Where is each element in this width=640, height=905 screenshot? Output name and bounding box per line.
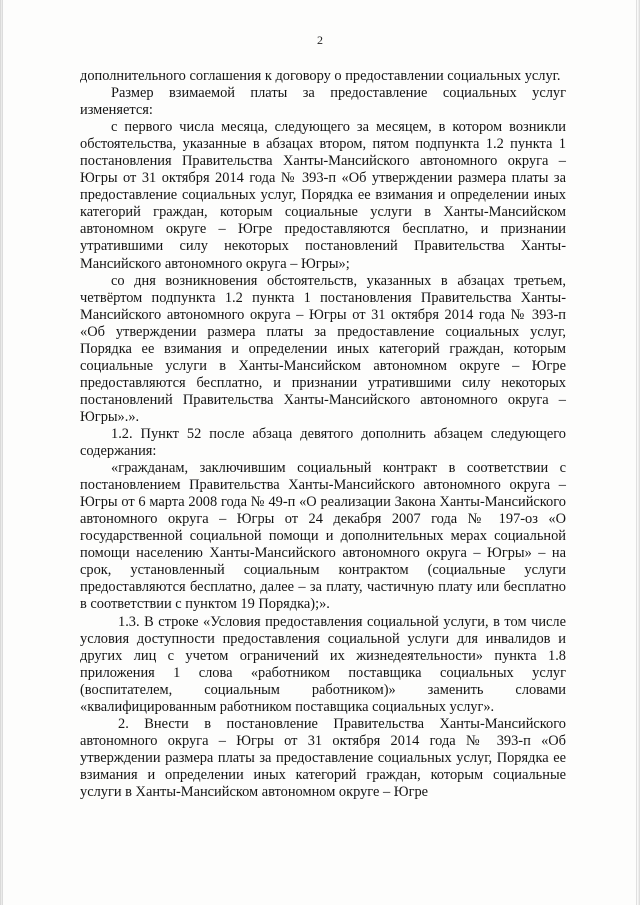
paragraph-continuation: дополнительного соглашения к договору о предоставлении социальных услуг.: [80, 68, 561, 84]
paragraph-item-1-2: 1.2. Пункт 52 после абзаца девятого дополнить абзацем следующего содержания:: [80, 425, 566, 460]
paragraph-item-1-3: 1.3. В строке «Условия предоставления социальной услуги, в том числе условия доступности предоставления социальной услуги для инвалидов и других лиц с учетом ограничений их жизнедеятельности» пункта 1.8 приложения 1 слова «работником поставщика социальных услуг (воспитателем, социальным работником)» заменить словами «квалифицированным работником поставщика социальных услуг».: [80, 613, 566, 715]
scan-edge-left: [2, 0, 3, 905]
document-body: [80, 68, 566, 801]
paragraph-from-day: со дня возникновения обстоятельств, указанных в абзацах третьем, четвёртом подпункта 1.2 пункта 1 постановления Правительства Ханты-Мансийского автономного округа – Югры от 31 октября 2014 года № 393-п «Об утверждении размера платы за предоставление социальных услуг, Порядка ее взимания и определении иных категорий граждан, которым социальные услуги в Ханты-Мансийском автономном округе – Югре предоставляются бесплатно, и признании утратившими силу некоторых постановлений Правительства Ханты-Мансийского автономного округа – Югры».».: [80, 272, 566, 425]
page-number: 2: [317, 33, 323, 47]
scan-edge-right: [636, 0, 637, 905]
paragraph-fee-change: Размер взимаемой платы за предоставление социальных услуг изменяется:: [80, 85, 566, 119]
paragraph-quoted-citizens: «гражданам, заключившим социальный контракт в соответствии с постановлением Правительства Ханты-Мансийского автономного округа – Югры от 6 марта 2008 года № 49-п «О реализации Закона Ханты-Мансийского автономного округа – Югры от 24 декабря 2007 года № 197-оз «О государственной социальной помощи и дополнительных мерах социальной помощи населению Ханты-Мансийского автономного округа – Югры» – на срок, установленный социальным контрактом (социальные услуги предоставляются бесплатно, далее – за плату, частичную плату или бесплатно в соответствии с пунктом 19 Порядка);».: [80, 460, 566, 613]
paragraph-item-2: 2. Внести в постановление Правительства Ханты-Мансийского автономного округа – Югры от 31 октября 2014 года № 393-п «Об утверждении размера платы за предоставление социальных услуг, Порядка ее взимания и определении иных категорий граждан, которым социальные услуги в Ханты-Мансийском автономном округе – Югре: [80, 715, 566, 800]
paragraph-first-day: с первого числа месяца, следующего за месяцем, в котором возникли обстоятельства, указанные в абзацах втором, пятом подпункта 1.2 пункта 1 постановления Правительства Ханты-Мансийского автономного округа – Югры от 31 октября 2014 года № 393-п «Об утверждении размера платы за предоставление социальных услуг, Порядка ее взимания и определении иных категорий граждан, которым социальные услуги в Ханты-Мансийском автономном округе – Югре предоставляются бесплатно, и признании утратившими силу некоторых постановлений Правительства Ханты-Мансийского автономного округа – Югры»;: [80, 119, 566, 272]
